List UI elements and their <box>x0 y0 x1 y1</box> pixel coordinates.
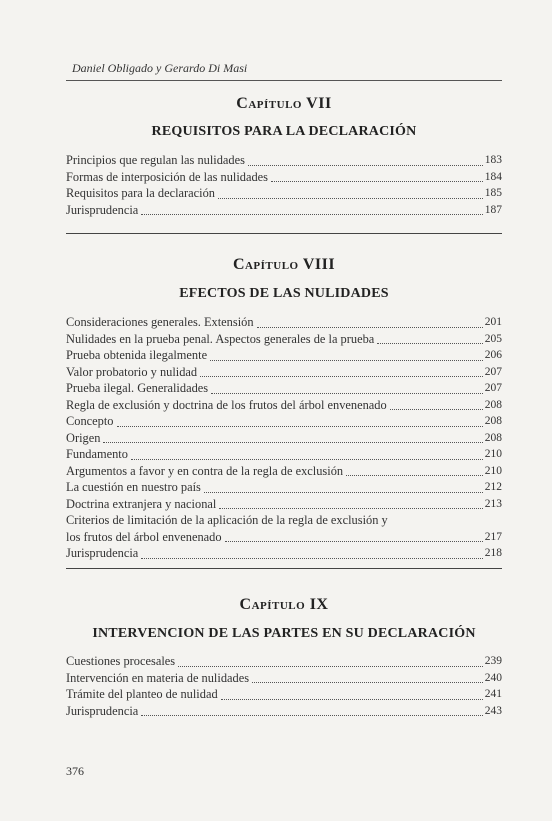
dot-leader <box>117 425 483 427</box>
entry-page-number: 217 <box>484 530 502 543</box>
dot-leader <box>211 392 483 394</box>
toc-entry[interactable] <box>66 653 502 670</box>
toc-entry[interactable] <box>66 185 502 202</box>
entry-page-number: 241 <box>484 688 502 700</box>
dot-leader <box>221 698 483 700</box>
toc-entry[interactable] <box>66 314 502 331</box>
toc-entry[interactable] <box>66 545 502 562</box>
entry-page-number: 210 <box>484 464 502 477</box>
entry-text: Requisitos para la declaración <box>66 186 215 200</box>
dot-leader <box>225 540 483 542</box>
toc-entry[interactable] <box>66 512 502 545</box>
entry-text: Prueba obtenida ilegalmente <box>66 348 208 362</box>
toc-entry[interactable] <box>66 169 502 186</box>
entry-text-first-line: Criterios de limitación de la aplicación de la regla de exclusión y <box>66 513 388 527</box>
entry-page-number: 201 <box>484 316 502 328</box>
header-rule <box>66 80 502 81</box>
entry-page-number: 210 <box>484 448 502 460</box>
toc-entry[interactable] <box>66 703 502 720</box>
entry-text: Regla de exclusión y doctrina de los frutos del árbol envenenado <box>66 397 387 412</box>
entry-text: Valor probatorio y nulidad <box>66 364 198 379</box>
toc-entry[interactable] <box>66 152 502 169</box>
entry-text: Principios que regulan las nulidades <box>66 153 245 167</box>
toc-list <box>66 152 502 218</box>
dot-leader <box>218 197 483 199</box>
toc-entry[interactable] <box>66 397 502 414</box>
page-number: 376 <box>66 764 84 778</box>
dot-leader <box>257 326 483 328</box>
toc-entry[interactable] <box>66 413 502 430</box>
toc-entry[interactable] <box>66 670 502 687</box>
entry-text: Cuestiones procesales <box>66 654 176 668</box>
chapter-7 <box>66 95 502 218</box>
entry-page-number: 207 <box>484 382 502 394</box>
dot-leader <box>346 474 483 476</box>
entry-text: Nulidades en la prueba penal. Aspectos generales de la prueba <box>66 331 375 346</box>
entry-text: Prueba ilegal. Generalidades <box>66 381 209 395</box>
toc-entry[interactable] <box>66 364 502 381</box>
dot-leader <box>178 665 483 667</box>
entry-page-number: 208 <box>484 431 502 444</box>
entry-page-number: 213 <box>484 497 502 510</box>
chapter-label: Capítulo VII <box>236 95 332 112</box>
dot-leader <box>390 408 483 410</box>
running-head: Daniel Obligado y Gerardo Di Masi <box>72 61 248 75</box>
entry-text: Concepto <box>66 414 114 428</box>
dot-leader <box>219 507 482 509</box>
chapter-label: Capítulo IX <box>239 596 329 613</box>
chapter-title: EFECTOS DE LAS NULIDADES <box>179 286 389 301</box>
chapter-title: INTERVENCION DE LAS PARTES EN SU DECLARACIÓN <box>92 626 476 641</box>
chapter-title: REQUISITOS PARA LA DECLARACIÓN <box>151 124 417 139</box>
toc-entry[interactable] <box>66 686 502 703</box>
dot-leader <box>252 681 483 683</box>
entry-page-number: 206 <box>484 349 502 361</box>
entry-page-number: 183 <box>484 154 502 166</box>
toc-entry[interactable] <box>66 347 502 364</box>
dot-leader <box>103 441 482 443</box>
entry-page-number: 218 <box>484 547 502 559</box>
toc-entry[interactable] <box>66 380 502 397</box>
entry-page-number: 240 <box>484 671 502 684</box>
entry-text: Consideraciones generales. Extensión <box>66 315 254 329</box>
entry-text: Jurisprudencia <box>66 703 139 718</box>
chapter-9 <box>66 596 502 719</box>
entry-text: Doctrina extranjera y nacional <box>66 496 217 511</box>
chapter-divider <box>66 568 502 569</box>
entry-page-number: 205 <box>484 332 502 345</box>
entry-text: Jurisprudencia <box>66 546 139 560</box>
entry-text: La cuestión en nuestro país <box>66 480 201 494</box>
dot-leader <box>131 458 483 460</box>
toc-entry[interactable] <box>66 430 502 447</box>
toc-entry[interactable] <box>66 331 502 348</box>
entry-text: los frutos del árbol envenenado <box>66 529 222 544</box>
dot-leader <box>377 342 482 344</box>
entry-page-number: 239 <box>484 655 502 667</box>
entry-text: Intervención en materia de nulidades <box>66 670 250 685</box>
entry-text: Fundamento <box>66 447 128 461</box>
entry-page-number: 208 <box>484 415 502 427</box>
dot-leader <box>141 714 482 716</box>
chapter-label: Capítulo VIII <box>232 256 336 273</box>
entry-last-line <box>66 529 502 546</box>
toc-entry[interactable] <box>66 463 502 480</box>
toc-list <box>66 653 502 719</box>
dot-leader <box>271 180 483 182</box>
entry-page-number: 184 <box>484 170 502 183</box>
entry-page-number: 243 <box>484 704 502 717</box>
entry-text: Jurisprudencia <box>66 202 139 217</box>
dot-leader <box>210 359 483 361</box>
toc-entry[interactable] <box>66 446 502 463</box>
toc-entry[interactable] <box>66 479 502 496</box>
toc-list <box>66 314 502 562</box>
entry-text: Origen <box>66 430 101 445</box>
entry-text: Trámite del planteo de nulidad <box>66 687 218 701</box>
dot-leader <box>141 213 482 215</box>
entry-page-number: 207 <box>484 365 502 378</box>
dot-leader <box>141 557 482 559</box>
dot-leader <box>248 164 483 166</box>
entry-text: Argumentos a favor y en contra de la regla de exclusión <box>66 463 344 478</box>
chapter-8 <box>66 256 502 562</box>
dot-leader <box>204 491 483 493</box>
multi-line-entry <box>66 512 502 545</box>
entry-text: Formas de interposición de las nulidades <box>66 169 268 184</box>
toc-entry[interactable] <box>66 202 502 219</box>
entry-page-number: 185 <box>484 187 502 199</box>
entry-page-number: 208 <box>484 398 502 411</box>
toc-entry[interactable] <box>66 496 502 513</box>
dot-leader <box>200 375 483 377</box>
entry-page-number: 187 <box>484 203 502 216</box>
chapter-divider <box>66 233 502 234</box>
entry-page-number: 212 <box>484 481 502 493</box>
